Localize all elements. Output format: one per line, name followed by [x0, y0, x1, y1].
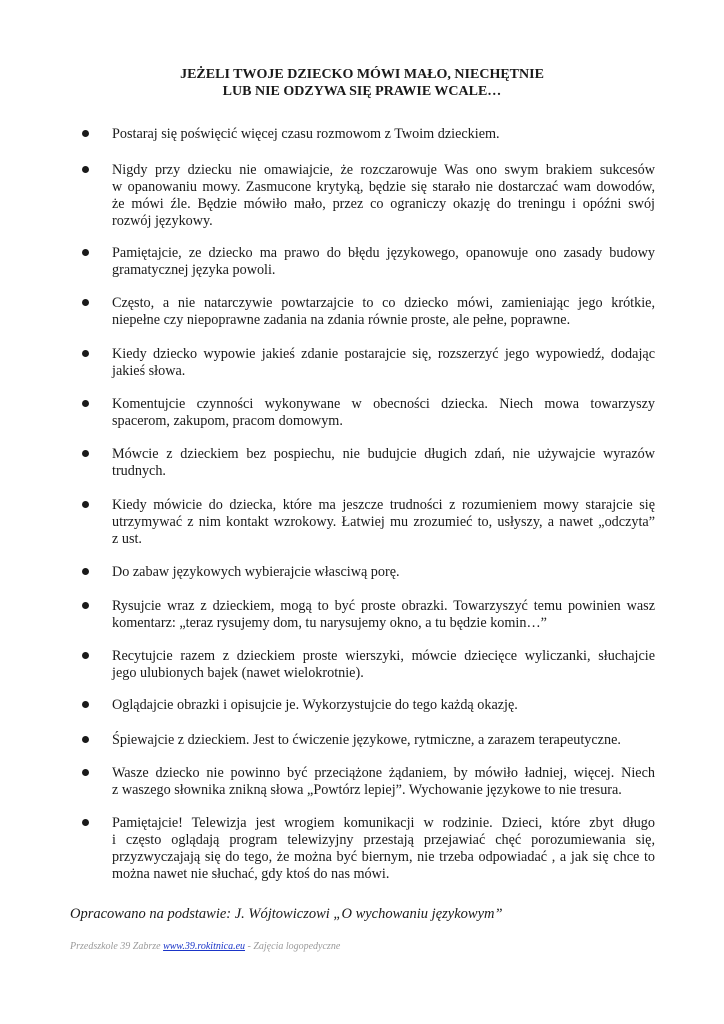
list-item: Mówcie z dzieckiem bez pospiechu, nie budujcie długich zdań, nie używajcie wyrazów trudnych. [112, 446, 655, 480]
bullet-icon [82, 769, 89, 776]
title-line-2: LUB NIE ODZYWA SIĘ PRAWIE WCALE… [222, 84, 502, 99]
page-title [0, 66, 724, 100]
bullet-icon [82, 400, 89, 407]
bullet-icon [82, 819, 89, 826]
bullet-icon [82, 652, 89, 659]
title-line-1: JEŻELI TWOJE DZIECKO MÓWI MAŁO, NIECHĘTNIE [180, 67, 544, 82]
list-item: Wasze dziecko nie powinno być przeciążone żądaniem, by mówiło ładniej, więcej. Niech z waszego słownika znikną słowa „Powtórz lepiej”. Wychowanie językowe to nie tresura. [112, 765, 655, 799]
bullet-icon [82, 568, 89, 575]
list-item: Postaraj się poświęcić więcej czasu rozmowom z Twoim dzieckiem. [112, 126, 655, 143]
list-item: Kiedy dziecko wypowie jakieś zdanie postarajcie się, rozszerzyć jego wypowiedź, dodając jakieś słowa. [112, 346, 655, 380]
list-item: Nigdy przy dziecku nie omawiajcie, że rozczarowuje Was ono swym brakiem sukcesów w opanowaniu mowy. Zasmucone krytyką, będzie się starało nie dostarczać wam dowodów, że mówi źle. Będzie mówiło mało, przez co ograniczy okazję do treningu i opóźni swój rozwój językowy. [112, 162, 655, 230]
bullet-icon [82, 501, 89, 508]
list-item: Rysujcie wraz z dzieckiem, mogą to być proste obrazki. Towarzyszyć temu powinien wasz komentarz: „teraz rysujemy dom, tu narysujemy okno, a tu będzie komin…” [112, 598, 655, 632]
list-item: Recytujcie razem z dzieckiem proste wierszyki, mówcie dziecięce wyliczanki, słuchajcie jego ulubionych bajek (nawet wielokrotnie). [112, 648, 655, 682]
list-item: Kiedy mówicie do dziecka, które ma jeszcze trudności z rozumieniem mowy starajcie się utrzymywać z nim kontakt wzrokowy. Łatwiej mu zrozumieć to, usłyszy, a nawet „odczyta” z ust. [112, 497, 655, 548]
list-item: Komentujcie czynności wykonywane w obecności dziecka. Niech mowa towarzyszy spacerom, zakupom, pracom domowym. [112, 396, 655, 430]
footer-website-link[interactable]: www.39.rokitnica.eu [163, 941, 246, 952]
bullet-icon [82, 299, 89, 306]
bullet-icon [82, 166, 89, 173]
list-item: Oglądajcie obrazki i opisujcie je. Wykorzystujcie do tego każdą okazję. [112, 697, 655, 714]
bullet-icon [82, 701, 89, 708]
list-item: Pamiętajcie, ze dziecko ma prawo do błędu językowego, opanowuje ono zasady budowy gramatycznej języka powoli. [112, 245, 655, 279]
bullet-icon [82, 602, 89, 609]
bullet-icon [82, 130, 89, 137]
list-item: Często, a nie natarczywie powtarzajcie to co dziecko mówi, zamieniając jego krótkie, niepełne czy niepoprawne zadania na zdania równie proste, ale pełne, poprawne. [112, 295, 655, 329]
footer-prefix: Przedszkole 39 Zabrze [70, 941, 164, 952]
bullet-icon [82, 736, 89, 743]
list-item: Pamiętajcie! Telewizja jest wrogiem komunikacji w rodzinie. Dzieci, które zbyt długo i często oglądają program telewizyjny przestają przejawiać chęć porozumiewania się, przyzwyczajają się do tego, że można być biernym, nie trzeba odpowiadać , a jak się chce to można nawet nie słuchać, gdy ktoś do nas mówi. [112, 815, 655, 883]
source-note: Opracowano na podstawie: J. Wójtowiczowi „O wychowaniu językowym” [70, 906, 503, 922]
bullet-icon [82, 249, 89, 256]
list-item: Do zabaw językowych wybierajcie własciwą porę. [112, 564, 655, 581]
list-item: Śpiewajcie z dzieckiem. Jest to ćwiczenie językowe, rytmiczne, a zarazem terapeutyczne. [112, 732, 655, 749]
page-footer [70, 941, 340, 952]
bullet-icon [82, 350, 89, 357]
footer-suffix: - Zajęcia logopedyczne [245, 941, 341, 952]
bullet-icon [82, 450, 89, 457]
